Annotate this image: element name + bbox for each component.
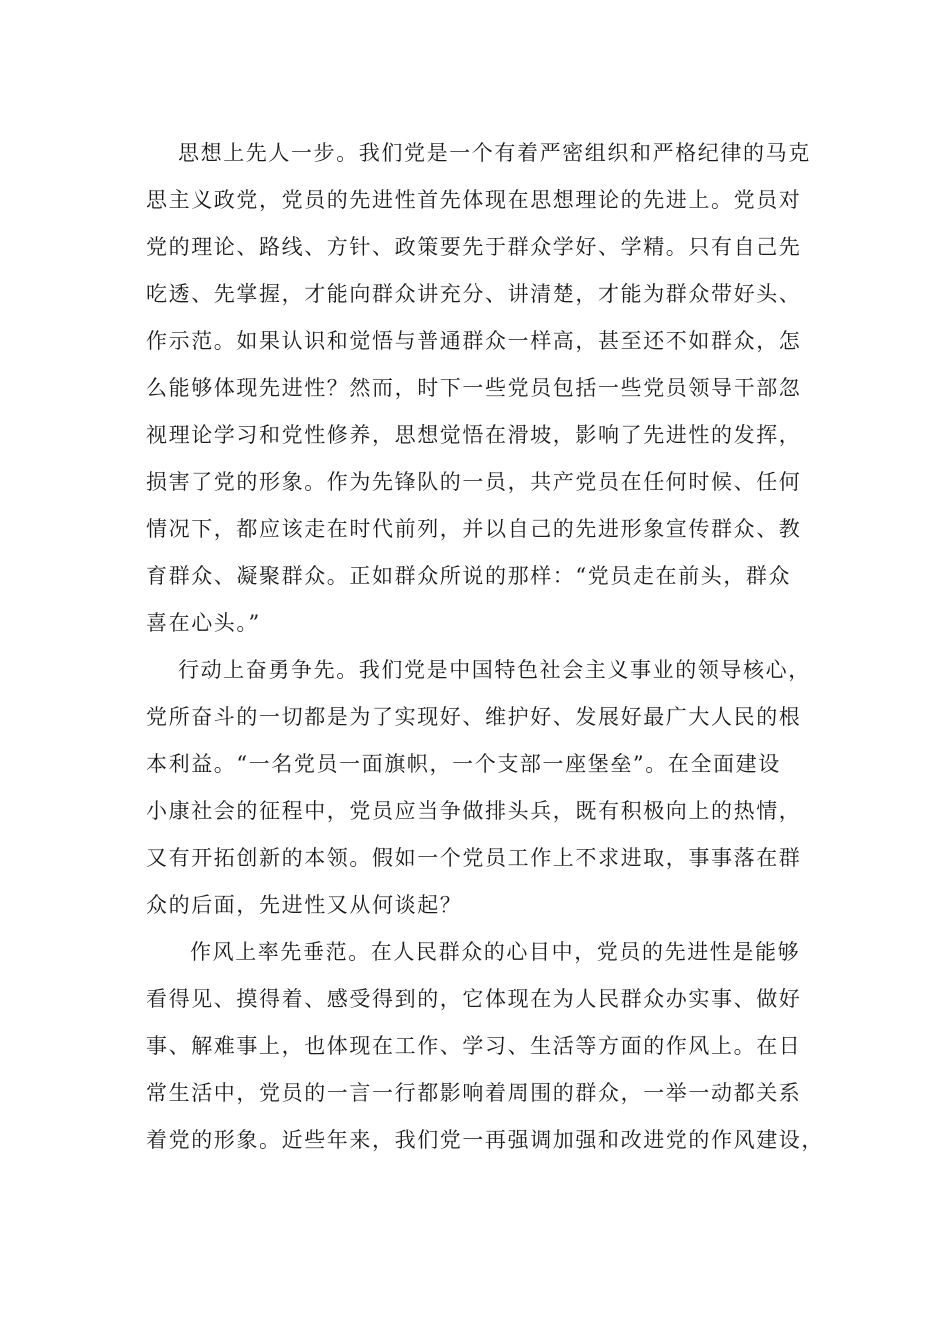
paragraph-line: 行动上奋勇争先。我们党是中国特色社会主义事业的领导核心， — [178, 658, 811, 682]
paragraph-line: 党所奋斗的一切都是为了实现好、维护好、发展好最广大人民的根 — [146, 705, 802, 729]
paragraph-action — [146, 647, 811, 929]
paragraph-line: 吃透、先掌握，才能向群众讲充分、讲清楚，才能为群众带好头、 — [146, 282, 802, 306]
paragraph-line: 情况下，都应该走在时代前列，并以自己的先进形象宣传群众、教 — [146, 517, 802, 541]
paragraph-line: 视理论学习和党性修养，思想觉悟在滑坡，影响了先进性的发挥， — [146, 423, 802, 447]
paragraph-line: 育群众、凝聚群众。正如群众所说的那样：“党员走在前头，群众 — [146, 564, 792, 588]
paragraph-line: 小康社会的征程中，党员应当争做排头兵，既有积极向上的热情， — [146, 799, 802, 823]
paragraph-line: 思主义政党，党员的先进性首先体现在思想理论的先进上。党员对 — [146, 188, 802, 212]
paragraph-conduct — [146, 929, 824, 1164]
paragraph-line: 么能够体现先进性？然而，时下一些党员包括一些党员领导干部忽 — [146, 376, 802, 400]
paragraph-ideology — [146, 130, 811, 647]
paragraph-line: 众的后面，先进性又从何谈起？ — [146, 893, 463, 917]
paragraph-line: 作示范。如果认识和觉悟与普通群众一样高，甚至还不如群众，怎 — [146, 329, 802, 353]
paragraph-line: 喜在心头。” — [146, 611, 261, 635]
paragraph-line: 事、解难事上，也体现在工作、学习、生活等方面的作风上。在日 — [146, 1034, 802, 1058]
paragraph-line: 作风上率先垂范。在人民群众的心目中，党员的先进性是能够 — [190, 940, 801, 964]
paragraph-line: 思想上先人一步。我们党是一个有着严密组织和严格纪律的马克 — [178, 141, 811, 165]
document-body — [146, 130, 824, 1164]
paragraph-line: 看得见、摸得着、感受得到的，它体现在为人民群众办实事、做好 — [146, 987, 802, 1011]
paragraph-line: 损害了党的形象。作为先锋队的一员，共产党员在任何时候、任何 — [146, 470, 802, 494]
paragraph-line: 常生活中，党员的一言一行都影响着周围的群众，一举一动都关系 — [146, 1081, 802, 1105]
paragraph-line: 党的理论、路线、方针、政策要先于群众学好、学精。只有自己先 — [146, 235, 802, 259]
paragraph-line: 又有开拓创新的本领。假如一个党员工作上不求进取，事事落在群 — [146, 846, 802, 870]
paragraph-line: 着党的形象。近些年来，我们党一再强调加强和改进党的作风建设， — [146, 1128, 824, 1152]
paragraph-line: 本利益。“一名党员一面旗帜，一个支部一座堡垒”。在全面建设 — [146, 752, 781, 776]
